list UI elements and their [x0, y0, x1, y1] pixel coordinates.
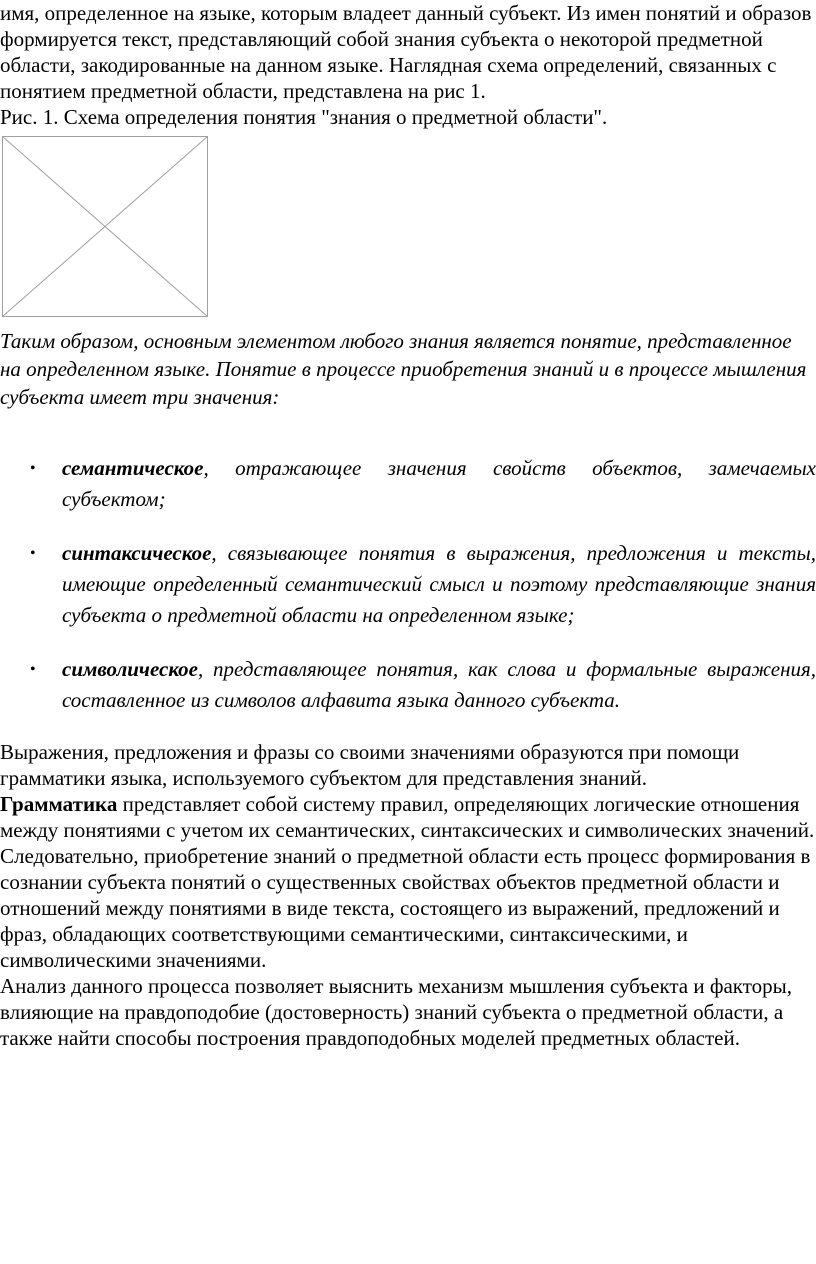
meanings-list — [0, 453, 816, 716]
broken-image-placeholder-icon — [2, 136, 208, 317]
meaning-term: семантическое — [62, 456, 204, 480]
grammar-term: Грамматика — [0, 792, 118, 816]
bullet-icon: • — [30, 661, 36, 678]
expressions-paragraph: Выражения, предложения и фразы со своими значениями образуются при помощи грамматики языка, используемого субъектом для представления знаний. — [0, 740, 740, 790]
grammar-text: представляет собой систему правил, определяющих логические отношения между понятиями с учетом их семантических, синтаксических и символических значений. — [0, 792, 815, 842]
grammar-paragraph — [0, 791, 816, 843]
consequently-paragraph: Следовательно, приобретение знаний о предметной области есть процесс формирования в сознании субъекта понятий о существенных свойствах объектов предметной области и отношений между понятиями в виде текста, состоящего из выражений, предложений и фраз, обладающих соответствующими семантическими, синтаксическими, и символическими значениями. — [0, 844, 811, 972]
bullet-icon: • — [30, 545, 36, 562]
list-item — [0, 453, 816, 515]
figure-caption: Рис. 1. Схема определения понятия "знания о предметной области". — [0, 105, 608, 129]
list-item — [0, 654, 816, 716]
list-item — [0, 538, 816, 631]
meaning-text: , связывающее понятия в выражения, предложения и тексты, имеющие определенный семантический смысл и поэтому представляющие знания субъекта о предметной области на определенном языке; — [62, 541, 816, 627]
figure-placeholder — [2, 136, 208, 317]
meaning-term: символическое — [62, 657, 198, 681]
meaning-term: синтаксическое — [62, 541, 212, 565]
analysis-paragraph: Анализ данного процесса позволяет выяснить механизм мышления субъекта и факторы, влияющие на правдоподобие (достоверность) знаний субъекта о предметной области, а также найти способы построения правдоподобных моделей предметных областей. — [0, 974, 792, 1050]
meaning-text: , отражающее значения свойств объектов, замечаемых субъектом; — [62, 456, 816, 511]
meaning-text: , представляющее понятия, как слова и формальные выражения, составленное из символов алфавита языка данного субъекта. — [62, 657, 816, 712]
intro-paragraph: имя, определенное на языке, которым владеет данный субъект. Из имен понятий и образов формируется текст, представляющий собой знания субъекта о некоторой предметной области, закодированные на данном языке. Наглядная схема определений, связанных с понятием предметной области, представлена на рис 1. — [0, 1, 812, 103]
bullet-icon: • — [30, 460, 36, 477]
summary-paragraph: Таким образом, основным элементом любого знания является понятие, представленное на определенном языке. Понятие в процессе приобретения знаний и в процессе мышления субъекта имеет три значения: — [0, 329, 807, 409]
